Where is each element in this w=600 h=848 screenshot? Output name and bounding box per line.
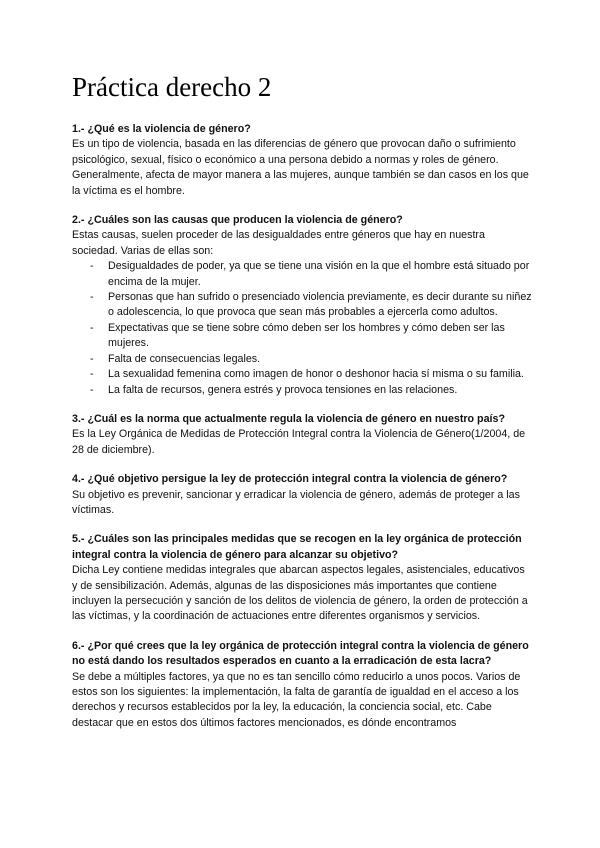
question-heading: 6.- ¿Por qué crees que la ley orgánica de protección integral contra la violencia de género no está dando los resultados esperados en cuanto a la erradicación de esta lacra? bbox=[72, 639, 529, 668]
question-heading: 2.- ¿Cuáles son las causas que producen la violencia de género? bbox=[72, 214, 403, 227]
question-heading: 3.- ¿Cuál es la norma que actualmente regula la violencia de género en nuestro país? bbox=[72, 412, 505, 425]
list-item: - La sexualidad femenina como imagen de honor o deshonor hacia sí misma o su familia. bbox=[108, 367, 532, 382]
section-6 bbox=[72, 639, 532, 731]
list-item: - Expectativas que se tiene sobre cómo deben ser los hombres y cómo deben ser las mujeres. bbox=[108, 321, 532, 352]
answer-paragraph: Es la Ley Orgánica de Medidas de Protección Integral contra la Violencia de Género(1/2004, de 28 de diciembre). bbox=[72, 428, 526, 456]
answer-paragraph: Estas causas, suelen proceder de las desigualdades entre géneros que hay en nuestra sociedad. Varias de ellas son: bbox=[72, 229, 485, 257]
document-body bbox=[72, 122, 532, 745]
answer-paragraph: Dicha Ley contiene medidas integrales que abarcan aspectos legales, asistenciales, educativos y de sensibilización. Además, algunas de las disposiciones más importantes que contiene incluyen la persecución y sanción de los delitos de violencia de género, la orden de protección a las víctimas, y la coordinación de actuaciones entre diferentes organismos y servicios. bbox=[72, 564, 528, 623]
section-2 bbox=[72, 213, 532, 398]
causes-list bbox=[72, 259, 532, 398]
question-heading: 1.- ¿Qué es la violencia de género? bbox=[72, 123, 251, 135]
answer-paragraph: Se debe a múltiples factores, ya que no es tan sencillo cómo reducirlo a unos pocos. Varios de estos son los siguientes: la implementación, la falta de garantía de igualdad en el acceso a los derechos y recursos establecidos por la ley, la educación, la conciencia social, etc. Cabe destacar que en estos dos últimos factores mencionados, es dónde encontramos bbox=[72, 670, 521, 729]
section-3 bbox=[72, 412, 532, 458]
list-item: - Falta de consecuencias legales. bbox=[108, 352, 532, 367]
page-title: Práctica derecho 2 bbox=[72, 72, 272, 102]
answer-paragraph: Es un tipo de violencia, basada en las diferencias de género que provocan daño o sufrimiento psicológico, sexual, físico o económico a una persona debido a normas y roles de género. Generalmente, afecta de mayor manera a las mujeres, aunque también se dan casos en los que la víctima es el hombre. bbox=[72, 138, 529, 197]
question-heading: 5.- ¿Cuáles son las principales medidas que se recogen en la ley orgánica de protección integral contra la violencia de género para alcanzar su objetivo? bbox=[72, 533, 522, 561]
question-heading: 4.- ¿Qué objetivo persigue la ley de protección integral contra la violencia de género? bbox=[72, 473, 508, 486]
list-item: - La falta de recursos, genera estrés y provoca tensiones en las relaciones. bbox=[108, 383, 532, 398]
answer-paragraph: Su objetivo es prevenir, sancionar y erradicar la violencia de género, además de proteger a las víctimas. bbox=[72, 488, 520, 516]
section-5 bbox=[72, 532, 532, 624]
list-item: - Desigualdades de poder, ya que se tiene una visión en la que el hombre está situado por encima de la mujer. bbox=[108, 259, 532, 290]
section-1 bbox=[72, 122, 532, 199]
list-item: - Personas que han sufrido o presenciado violencia previamente, es decir durante su niñez o adolescencia, lo que provoca que sean más probables a ejercerla como adultos. bbox=[108, 290, 532, 321]
section-4 bbox=[72, 472, 532, 518]
